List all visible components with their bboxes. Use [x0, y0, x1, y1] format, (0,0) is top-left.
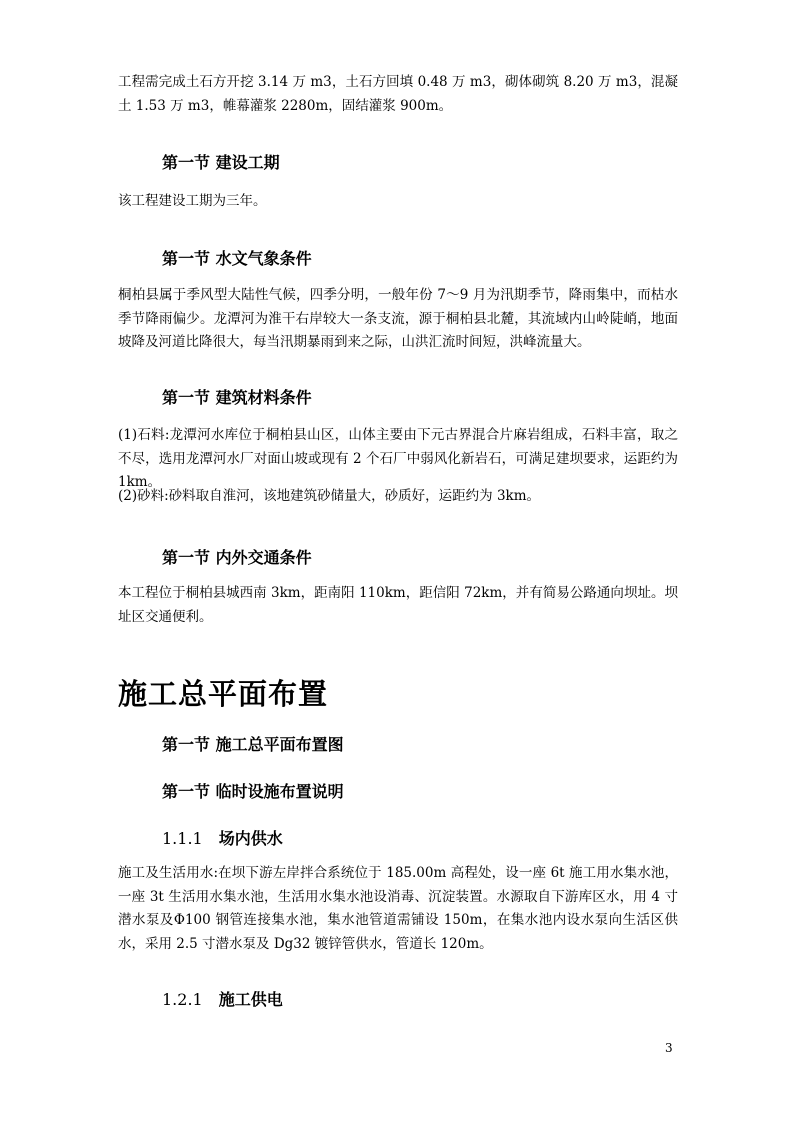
materials-sand-paragraph: (2)砂料:砂料取自淮河，该地建筑砂储量大，砂质好，运距约为 3km。 [118, 488, 541, 504]
subsection-title: 施工供电 [218, 990, 283, 1009]
section-heading-materials: 第一节 建筑材料条件 [162, 388, 312, 407]
page-number: 3 [665, 1041, 673, 1055]
subsection-number: 1.2.1 [162, 990, 203, 1009]
section-heading-layout-plan: 第一节 施工总平面布置图 [162, 735, 344, 754]
traffic-paragraph: 本工程位于桐柏县城西南 3km，距南阳 110km，距信阳 72km，并有简易公路通向坝址。坝址区交通便利。 [118, 585, 678, 625]
materials-stone-paragraph: (1)石料:龙潭河水库位于桐柏县山区，山体主要由下元古界混合片麻岩组成，石料丰富，取之不尽，选用龙潭河水厂对面山坡或现有 2 个石厂中弱风化新岩石，可满足建坝要求，运距约为 1km。 [118, 427, 678, 490]
subsection-number: 1.1.1 [162, 829, 203, 848]
subsection-heading-water-supply [162, 826, 283, 849]
section-heading-hydrology: 第一节 水文气象条件 [162, 249, 312, 268]
section-heading-traffic: 第一节 内外交通条件 [162, 548, 312, 567]
subsection-title: 场内供水 [218, 829, 283, 848]
water-supply-paragraph: 施工及生活用水:在坝下游左岸拌合系统位于 185.00m 高程处，设一座 6t 施工用水集水池，一座 3t 生活用水集水池，生活用水集水池设消毒、沉淀装置。水源取自下游库区水，用 4 寸潜水泵及Φ100 钢管连接集水池，集水池管道需铺设 150m，在集水池内设水泵向生活区供水，采用 2.5 寸潜水泵及 Dg32 镀锌管供水，管道长 120m。 [118, 865, 678, 952]
schedule-paragraph: 该工程建设工期为三年。 [118, 193, 267, 209]
subsection-heading-power-supply [162, 987, 283, 1010]
section-heading-schedule: 第一节 建设工期 [162, 153, 280, 172]
chapter-title: 施工总平面布置 [118, 677, 329, 711]
hydrology-paragraph: 桐柏县属于季风型大陆性气候，四季分明，一般年份 7～9 月为汛期季节，降雨集中，而枯水季节降雨偏少。龙潭河为淮干右岸较大一条支流，源于桐柏县北麓，其流域内山岭陡峭，地面坡降及河道比降很大，每当汛期暴雨到来之际，山洪汇流时间短，洪峰流量大。 [118, 287, 678, 350]
section-heading-temporary-facilities: 第一节 临时设施布置说明 [162, 782, 344, 801]
intro-paragraph: 工程需完成土石方开挖 3.14 万 m3，土石方回填 0.48 万 m3，砌体砌筑 8.20 万 m3，混凝土 1.53 万 m3，帷幕灌浆 2280m，固结灌浆 900m。 [118, 74, 678, 114]
